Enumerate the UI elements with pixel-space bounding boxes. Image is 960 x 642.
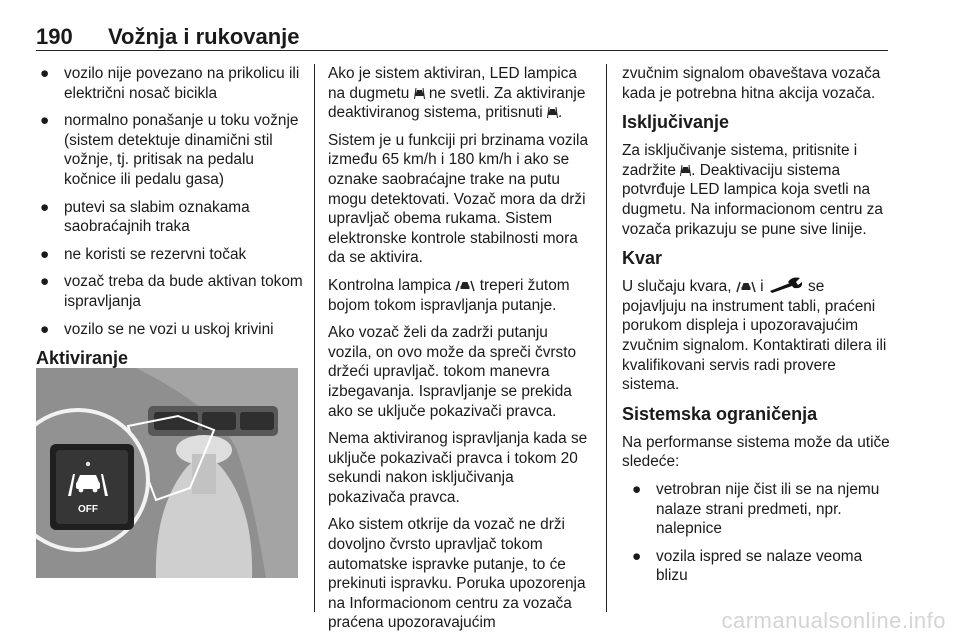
list-item-text: normalno ponašanje u toku vožnje (sistem detektuje dinamični stil vožnje, tj. pritisak na pedalu kočnice ili pedalu gasa) xyxy=(64,112,299,188)
bullet-dot: ● xyxy=(632,547,642,565)
bullet-dot: ● xyxy=(40,245,50,263)
paragraph: Sistem je u funkciji pri brzinama vozila između 65 km/h i 180 km/h i ako se oznake saobraćajne trake na putu mogu detektovati. Vozač mora da drži upravljač obema rukama. Sistem elektronske kontrole stabilnosti mora da se aktivira. xyxy=(328,131,589,267)
list-item-text: vozilo nije povezano na prikolicu ili električni nosač bicikla xyxy=(64,65,300,102)
lane-keep-warning-icon xyxy=(455,278,475,292)
section-heading-kvar: Kvar xyxy=(622,248,663,269)
text-run: Kontrolna lampica xyxy=(328,276,452,294)
list-item xyxy=(36,272,306,311)
paragraph: Ako sistem otkrije da vozač ne drži dovoljno čvrsto upravljač tokom automatske ispravke putanje, to će prekinuti ispravku. Poruka upozorenja na Informacionom centru za vozača praćena upozoravajućim xyxy=(328,516,586,632)
lane-keep-button-icon xyxy=(414,87,425,100)
text-run: Za isključivanje sistema, pritisnite i zadržite xyxy=(622,142,858,179)
column-divider-2 xyxy=(606,64,607,612)
lane-keep-button-icon xyxy=(547,106,558,119)
list-item-text: putevi sa slabim oznakama saobraćajnih traka xyxy=(64,198,250,236)
list-item-text: ne koristi se rezervni točak xyxy=(64,245,247,263)
console-illustration xyxy=(36,368,298,578)
text-run: U slučaju kvara, xyxy=(622,278,732,296)
section-heading-sistemska-ogranicenja: Sistemska ograničenja xyxy=(622,403,818,424)
page-title: Vožnja i rukovanje xyxy=(108,24,300,49)
list-item-text: vozila ispred se nalaze veoma blizu xyxy=(656,547,863,585)
text-run: . Deaktivaciju sistema potvrđuje LED lampica koja svetli na dugmetu. Na informacionom centru za vozača prikazuju se pune sive linije. xyxy=(622,161,883,238)
bullet-dot: ● xyxy=(40,65,50,82)
list-item xyxy=(36,198,306,237)
text-run: Ako je sistem aktiviran, LED lampica na dugmetu xyxy=(328,65,577,102)
list-item xyxy=(36,245,306,265)
text-run: i xyxy=(760,278,764,296)
bullet-dot: ● xyxy=(40,320,50,338)
page-header xyxy=(36,22,886,52)
list-item-text: vozilo se ne vozi u uskoj krivini xyxy=(64,320,274,338)
column-2 xyxy=(328,64,594,641)
list-item xyxy=(36,320,306,340)
text-run: se pojavljuju na instrument tabli, praćeni porukom displeja i upozoravajućim zvučnim signalom. Kontaktirati dilera ili kvalifikovani servis radi provere sistema. xyxy=(622,278,887,394)
wrench-icon xyxy=(768,277,804,293)
paragraph: Ako vozač želi da zadrži putanju vozila, on ovo može da spreči čvrsto držeći upravljač. tokom manevra izbegavanja. Ispravljanje se prekida ako se uključe pokazivači pravca. xyxy=(328,324,577,420)
bullet-dot: ● xyxy=(40,198,50,216)
text-run: treperi žutom bojom tokom ispravljanja putanje. xyxy=(328,276,570,314)
bullet-dot: ● xyxy=(40,273,50,291)
list-item-text: vetrobran nije čist ili se na njemu nalaze strani predmeti, npr. nalepnice xyxy=(656,480,880,538)
paragraph: Nema aktiviranog ispravljanja kada se uključe pokazivači pravca i tokom 20 sekundi nakon isključivanja pokazivača pravca. xyxy=(328,430,588,506)
paragraph xyxy=(622,141,890,239)
column-3 xyxy=(622,64,890,594)
list-item xyxy=(622,547,890,586)
lane-keep-button-icon xyxy=(680,164,691,177)
bullet-dot: ● xyxy=(632,480,642,498)
text-run: ne svetli. Za aktiviranje deaktiviranog sistema, pritisnuti xyxy=(328,84,586,122)
paragraph: zvučnim signalom obaveštava vozača kada je potrebna hitna akcija vozača. xyxy=(622,65,881,102)
section-heading-aktiviranje: Aktiviranje xyxy=(36,348,129,369)
text-run: . xyxy=(558,104,563,122)
paragraph xyxy=(622,277,890,395)
section-heading-iskljucivanje: Isključivanje xyxy=(622,112,730,133)
list-item xyxy=(622,480,890,539)
lane-keep-warning-icon xyxy=(736,279,756,293)
paragraph: Na performanse sistema može da utiče sledeće: xyxy=(622,433,890,471)
paragraph xyxy=(328,276,594,315)
page-number: 190 xyxy=(36,24,73,49)
column-1 xyxy=(36,64,306,377)
column-divider-1 xyxy=(314,64,315,612)
paragraph xyxy=(328,64,594,123)
list-item-text: vozač treba da bude aktivan tokom ispravljanja xyxy=(64,273,303,310)
list-item xyxy=(36,64,306,103)
list-item xyxy=(36,111,306,189)
bullet-dot: ● xyxy=(40,112,50,130)
button-off-label: OFF xyxy=(78,504,98,515)
header-rule xyxy=(36,50,888,51)
watermark: carmanualsonline.info xyxy=(721,608,946,633)
